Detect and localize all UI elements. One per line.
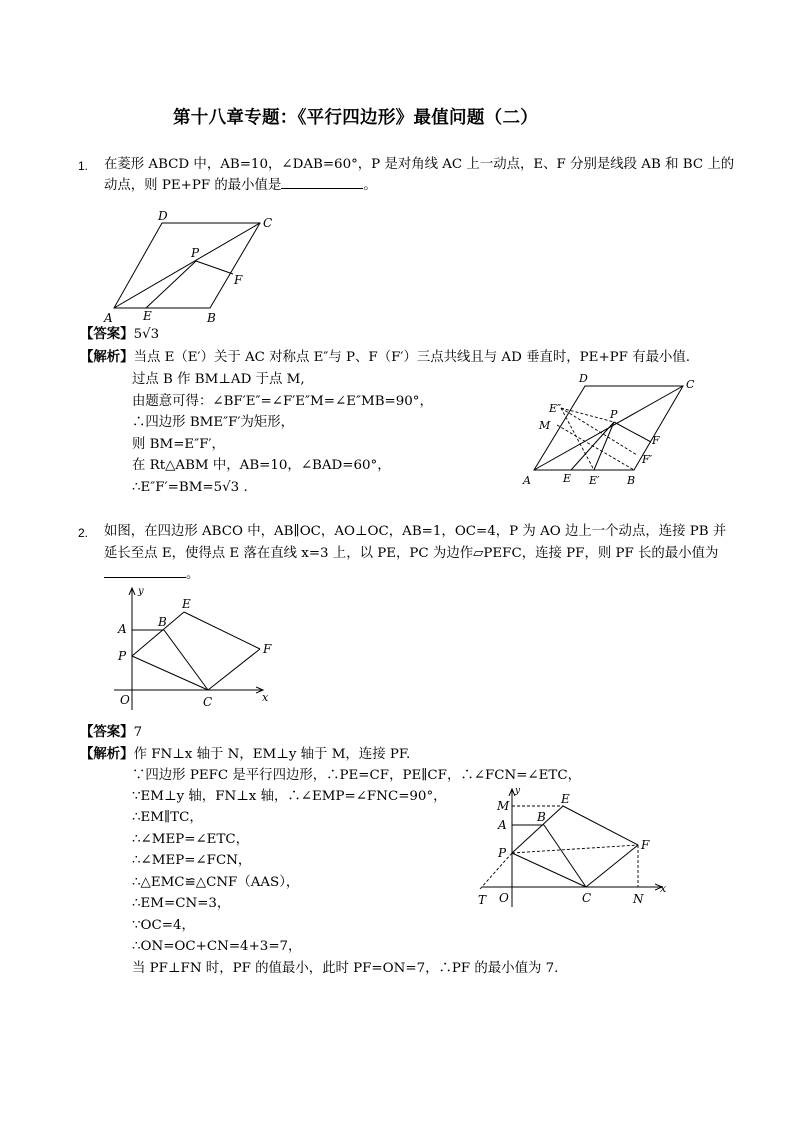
q1-analysis-line-4: 则 BM=E″F′， (132, 437, 225, 452)
q1-figure-rhombus (100, 205, 290, 330)
q1-analysis-line-2: 由题意可得：∠BF′E″=∠F′E″M=∠E″MB=90°， (132, 394, 433, 409)
q1-fig2-label-f: F (652, 434, 660, 447)
q2-answer (80, 722, 142, 743)
q2-fig2-label-n: N (633, 892, 644, 906)
q1-fig2-label-f1: F′ (642, 453, 653, 466)
q1-answer-blank (281, 176, 363, 189)
q1-analysis-line-3: ∴四边形 BME″F′为矩形， (132, 415, 295, 430)
q2-fig1-segment-fc (208, 649, 260, 690)
q1-figure-reflection (515, 368, 705, 490)
q2-fig2-label-y: y (515, 786, 521, 796)
q2-fig1-label-p: P (118, 649, 127, 663)
q2-analysis-line-10: 当 PF⊥FN 时，PF 的值最小，此时 PF=ON=7，∴PF 的最小值为 7. (132, 961, 559, 976)
q1-fig2-label-p: P (610, 408, 618, 421)
q1-fig2-label-b: B (627, 474, 636, 487)
q2-fig2-label-m: M (497, 799, 510, 813)
q1-answer (80, 324, 159, 345)
page-title: 第十八章专题：《平行四边形》最值问题（二） (173, 108, 539, 128)
q2-fig1-label-a: A (118, 622, 127, 636)
q2-fig2-segment-ef (563, 806, 638, 845)
q2-answer-label: 【答案】 (80, 724, 134, 740)
q2-number: 2. (78, 526, 89, 540)
q1-answer-value: 5√3 (133, 327, 160, 342)
q1-fig2-label-m: M (539, 419, 551, 432)
q1-fig1-label-c: C (263, 216, 273, 230)
q1-fig2-dashed-e2p (561, 408, 614, 422)
q1-fig2-label-e2: E″ (549, 402, 562, 415)
q1-analysis-label: 【解析】 (80, 349, 134, 365)
q2-fig1-label-f: F (263, 642, 272, 656)
q1-fig1-label-f: F (234, 273, 243, 287)
q2-answer-value: 7 (133, 725, 143, 740)
q1-fig2-dashed-mb (557, 425, 634, 470)
q1-fig2-label-d: D (579, 372, 588, 385)
q2-text-line2: 延长至点 E，使得点 E 落在直线 x=3 上，以 PE，PC 为边作▱PEFC，连接 PF，则 PF 长的最小值为 (104, 546, 719, 561)
q1-fig2-segment-pf (614, 422, 651, 442)
q2-answer-blank (104, 565, 186, 578)
q2-fig1-label-b: B (158, 615, 167, 629)
q1-text-line2-content: 动点，则 PE+PF 的最小值是 (104, 178, 282, 193)
q2-fig1-label-x: x (262, 691, 269, 704)
q1-fig1-label-p: P (191, 246, 200, 260)
q2-analysis-line-9: ∴ON=OC+CN=4+3=7， (132, 939, 302, 954)
q2-fig2-label-c: C (582, 891, 592, 905)
q2-analysis-line-2: ∵EM⊥y 轴，FN⊥x 轴，∴∠EMP=∠FNC=90°， (132, 789, 447, 804)
q2-fig2-dashed-tp (480, 853, 512, 889)
q2-text-line1: 如图，在四边形 ABCO 中，AB∥OC，AO⊥OC，AB=1，OC=4，P 为 AO 边上一个动点，连接 PB 并 (104, 524, 727, 539)
q2-fig1-segment-bc (164, 630, 208, 690)
q2-fig2-label-e: E (561, 792, 570, 806)
q1-fig2-label-c: C (686, 378, 695, 391)
q1-fig1-segment-pf (196, 261, 233, 274)
q2-fig2-dashed-pf (512, 845, 638, 853)
q1-fig1-label-a: A (104, 311, 113, 325)
q2-analysis-line-3: ∴EM∥TC， (132, 810, 203, 825)
q2-fig1-segment-pc (132, 656, 208, 690)
q1-analysis-line-0 (80, 347, 690, 368)
q2-fig2-label-x: x (660, 882, 667, 895)
q2-figure-solution (470, 785, 670, 910)
q2-analysis-text-0: 作 FN⊥x 轴于 N，EM⊥y 轴于 M，连接 PF. (133, 747, 411, 762)
q2-fig1-label-y: y (138, 586, 144, 597)
q1-fig1-diagonal-ac (114, 223, 260, 308)
q2-fig2-label-o: O (499, 891, 509, 905)
q1-fig2-label-a: A (523, 474, 531, 487)
q2-fig2-segment-fc (586, 845, 638, 887)
q1-fig1-label-b: B (207, 311, 216, 325)
q2-analysis-line-1: ∵四边形 PEFC 是平行四边形，∴PE=CF，PE∥CF，∴∠FCN=∠ETC， (132, 768, 581, 783)
q2-fig2-label-t: T (478, 893, 487, 907)
q1-answer-label: 【答案】 (80, 326, 134, 342)
q1-analysis-line-6: ∴E″F′=BM=5√3 . (132, 480, 248, 495)
q2-analysis-line-4: ∴∠MEP=∠ETC， (132, 832, 250, 847)
q2-fig2-label-b: B (537, 810, 546, 824)
q1-fig2-label-e1: E′ (589, 474, 600, 487)
q1-fig2-segment-pe1 (594, 422, 614, 470)
q1-fig1-label-d: D (158, 209, 168, 223)
q2-fig1-label-o: O (120, 693, 130, 707)
q2-text-end: 。 (186, 567, 200, 582)
q1-fig1-label-e: E (143, 309, 152, 323)
q2-analysis-line-7: ∴EM=CN=3， (132, 896, 231, 911)
q2-analysis-label: 【解析】 (80, 746, 134, 762)
q2-analysis-line-0 (80, 744, 410, 765)
q1-text-line1: 在菱形 ABCD 中，AB=10，∠DAB=60°，P 是对角线 AC 上一动点，E、F 分别是线段 AB 和 BC 上的 (104, 157, 735, 172)
q2-fig1-label-e: E (182, 597, 191, 611)
q2-analysis-line-6: ∴△EMC≌△CNF（AAS）， (132, 875, 300, 890)
q1-analysis-text-0: 当点 E（E′）关于 AC 对称点 E″与 P、F（F′）三点共线且与 AD 垂直时，PE+PF 有最小值. (133, 350, 691, 365)
q1-text-end: 。 (363, 178, 377, 193)
q2-fig1-segment-ef (184, 612, 260, 649)
q1-fig2-label-e: E (563, 472, 572, 485)
q2-analysis-line-8: ∵OC=4， (132, 918, 195, 933)
q2-fig2-label-f: F (641, 838, 650, 852)
q1-analysis-line-1: 过点 B 作 BM⊥AD 于点 M, (132, 372, 305, 387)
q2-analysis-line-5: ∴∠MEP=∠FCN， (132, 853, 252, 868)
q2-fig2-label-p: P (498, 846, 507, 860)
q1-analysis-line-5: 在 Rt△ABM 中，AB=10，∠BAD=60°， (132, 458, 391, 473)
q2-fig2-label-a: A (498, 818, 507, 832)
q1-text-line2 (104, 176, 377, 196)
q2-figure-coordinate (108, 582, 278, 714)
q1-number: 1. (78, 159, 89, 173)
q2-fig1-label-c: C (203, 695, 213, 709)
